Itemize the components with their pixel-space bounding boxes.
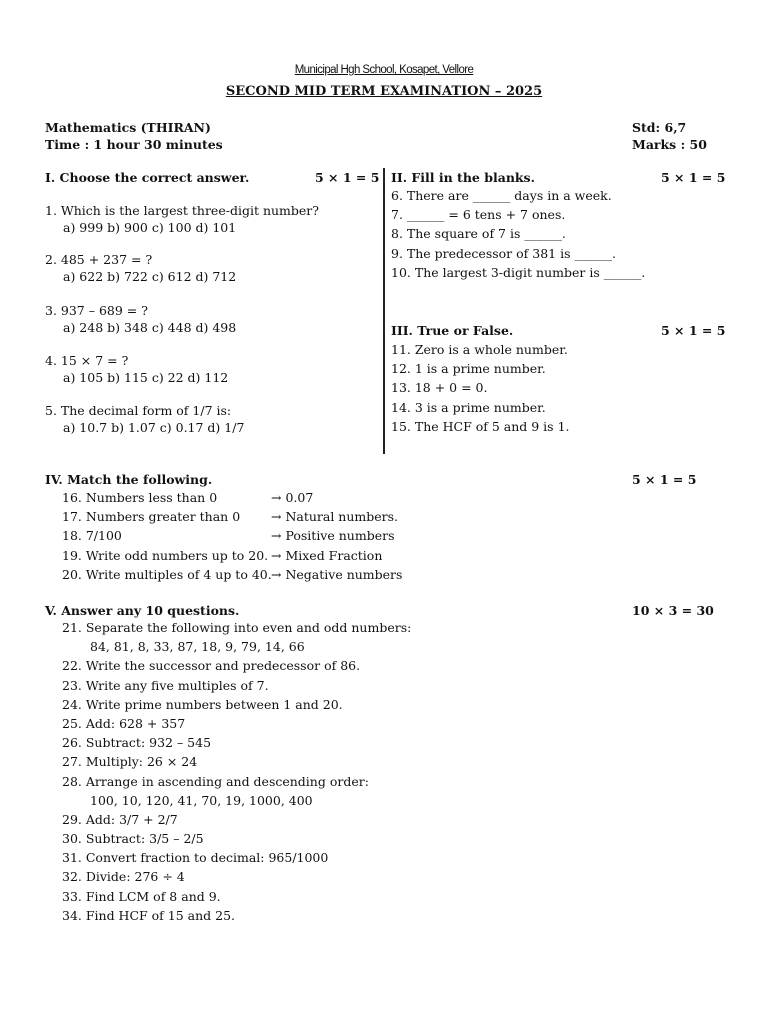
section4-marks: 5 × 1 = 5 bbox=[632, 472, 697, 487]
section5-list bbox=[62, 618, 411, 925]
list-item: 7. ______ = 6 tens + 7 ones. bbox=[391, 207, 566, 223]
question-3 bbox=[45, 302, 236, 336]
list-item: 28. Arrange in ascending and descending order: bbox=[62, 773, 369, 789]
match-right: → Positive numbers bbox=[271, 528, 395, 544]
section1-heading: I. Choose the correct answer. bbox=[45, 170, 250, 185]
match-row bbox=[62, 488, 422, 507]
exam-info-right bbox=[632, 119, 707, 153]
match-left: 16. Numbers less than 0 bbox=[62, 490, 218, 505]
question-5 bbox=[45, 402, 244, 436]
section2-marks: 5 × 1 = 5 bbox=[661, 170, 726, 185]
section2-list bbox=[391, 186, 645, 282]
match-right: → Negative numbers bbox=[271, 566, 403, 582]
section3-heading: III. True or False. bbox=[391, 323, 514, 338]
match-row bbox=[62, 507, 422, 526]
question-text: 3. 937 – 689 = ? bbox=[45, 303, 148, 318]
section2-heading: II. Fill in the blanks. bbox=[391, 170, 535, 185]
match-left: 19. Write odd numbers up to 20. bbox=[62, 547, 269, 563]
question-text: 5. The decimal form of 1/7 is: bbox=[45, 403, 232, 418]
list-item-continuation: 84, 81, 8, 33, 87, 18, 9, 79, 14, 66 bbox=[90, 639, 305, 655]
column-divider bbox=[383, 168, 385, 454]
question-text: 2. 485 + 237 = ? bbox=[45, 252, 153, 267]
question-2 bbox=[45, 251, 236, 285]
match-left: 17. Numbers greater than 0 bbox=[62, 509, 241, 525]
subject-label: Mathematics (THIRAN) bbox=[45, 120, 211, 135]
question-4 bbox=[45, 352, 228, 386]
list-item: 29. Add: 3/7 + 2/7 bbox=[62, 811, 178, 827]
list-item: 27. Multiply: 26 × 24 bbox=[62, 754, 198, 770]
list-item: 26. Subtract: 932 – 545 bbox=[62, 735, 212, 751]
match-right: → Mixed Fraction bbox=[271, 547, 383, 563]
exam-info-left bbox=[45, 119, 223, 153]
time-label: Time : 1 hour 30 minutes bbox=[45, 137, 223, 152]
list-item: 11. Zero is a whole number. bbox=[391, 342, 568, 357]
question-options: a) 999 b) 900 c) 100 d) 101 bbox=[63, 220, 237, 235]
std-label: Std: 6,7 bbox=[632, 120, 687, 135]
list-item: 13. 18 + 0 = 0. bbox=[391, 380, 488, 396]
list-item: 14. 3 is a prime number. bbox=[391, 399, 546, 415]
section3-list bbox=[391, 340, 570, 436]
list-item: 15. The HCF of 5 and 9 is 1. bbox=[391, 418, 570, 434]
list-item: 23. Write any five multiples of 7. bbox=[62, 677, 269, 693]
match-right: → Natural numbers. bbox=[271, 509, 399, 525]
section3-marks: 5 × 1 = 5 bbox=[661, 323, 726, 338]
match-left: 20. Write multiples of 4 up to 40. bbox=[62, 566, 272, 582]
list-item: 21. Separate the following into even and odd numbers: bbox=[62, 620, 412, 635]
list-item: 22. Write the successor and predecessor of 86. bbox=[62, 658, 361, 674]
question-text: 1. Which is the largest three-digit number? bbox=[45, 203, 319, 218]
match-right: → 0.07 bbox=[271, 490, 314, 505]
match-row bbox=[62, 526, 422, 545]
question-options: a) 10.7 b) 1.07 c) 0.17 d) 1/7 bbox=[63, 420, 245, 435]
match-table bbox=[62, 488, 422, 584]
list-item: 32. Divide: 276 ÷ 4 bbox=[62, 869, 185, 885]
list-item: 24. Write prime numbers between 1 and 20. bbox=[62, 696, 343, 712]
exam-title: SECOND MID TERM EXAMINATION – 2025 bbox=[225, 84, 543, 99]
list-item: 30. Subtract: 3/5 – 2/5 bbox=[62, 831, 204, 847]
list-item-continuation: 100, 10, 120, 41, 70, 19, 1000, 400 bbox=[90, 792, 313, 808]
section1-marks: 5 × 1 = 5 bbox=[315, 170, 380, 185]
list-item: 12. 1 is a prime number. bbox=[391, 361, 546, 377]
list-item: 34. Find HCF of 15 and 25. bbox=[62, 907, 236, 923]
question-text: 4. 15 × 7 = ? bbox=[45, 353, 129, 368]
list-item: 9. The predecessor of 381 is ______. bbox=[391, 245, 616, 261]
section4-heading: IV. Match the following. bbox=[45, 472, 213, 487]
section5-marks: 10 × 3 = 30 bbox=[632, 603, 714, 618]
match-row bbox=[62, 565, 422, 584]
list-item: 6. There are ______ days in a week. bbox=[391, 188, 612, 203]
list-item: 8. The square of 7 is ______. bbox=[391, 226, 566, 242]
list-item: 33. Find LCM of 8 and 9. bbox=[62, 888, 221, 904]
section5-heading: V. Answer any 10 questions. bbox=[45, 603, 240, 618]
question-options: a) 622 b) 722 c) 612 d) 712 bbox=[63, 269, 237, 284]
list-item: 25. Add: 628 + 357 bbox=[62, 715, 186, 731]
school-name: Municipal Hgh School, Kosapet, Vellore bbox=[294, 64, 474, 76]
marks-label: Marks : 50 bbox=[632, 137, 707, 152]
list-item: 10. The largest 3-digit number is ______. bbox=[391, 264, 646, 280]
question-options: a) 248 b) 348 c) 448 d) 498 bbox=[63, 320, 237, 335]
match-left: 18. 7/100 bbox=[62, 528, 122, 544]
match-row bbox=[62, 546, 422, 565]
question-1 bbox=[45, 202, 319, 236]
list-item: 31. Convert fraction to decimal: 965/1000 bbox=[62, 850, 329, 866]
question-options: a) 105 b) 115 c) 22 d) 112 bbox=[63, 370, 229, 385]
